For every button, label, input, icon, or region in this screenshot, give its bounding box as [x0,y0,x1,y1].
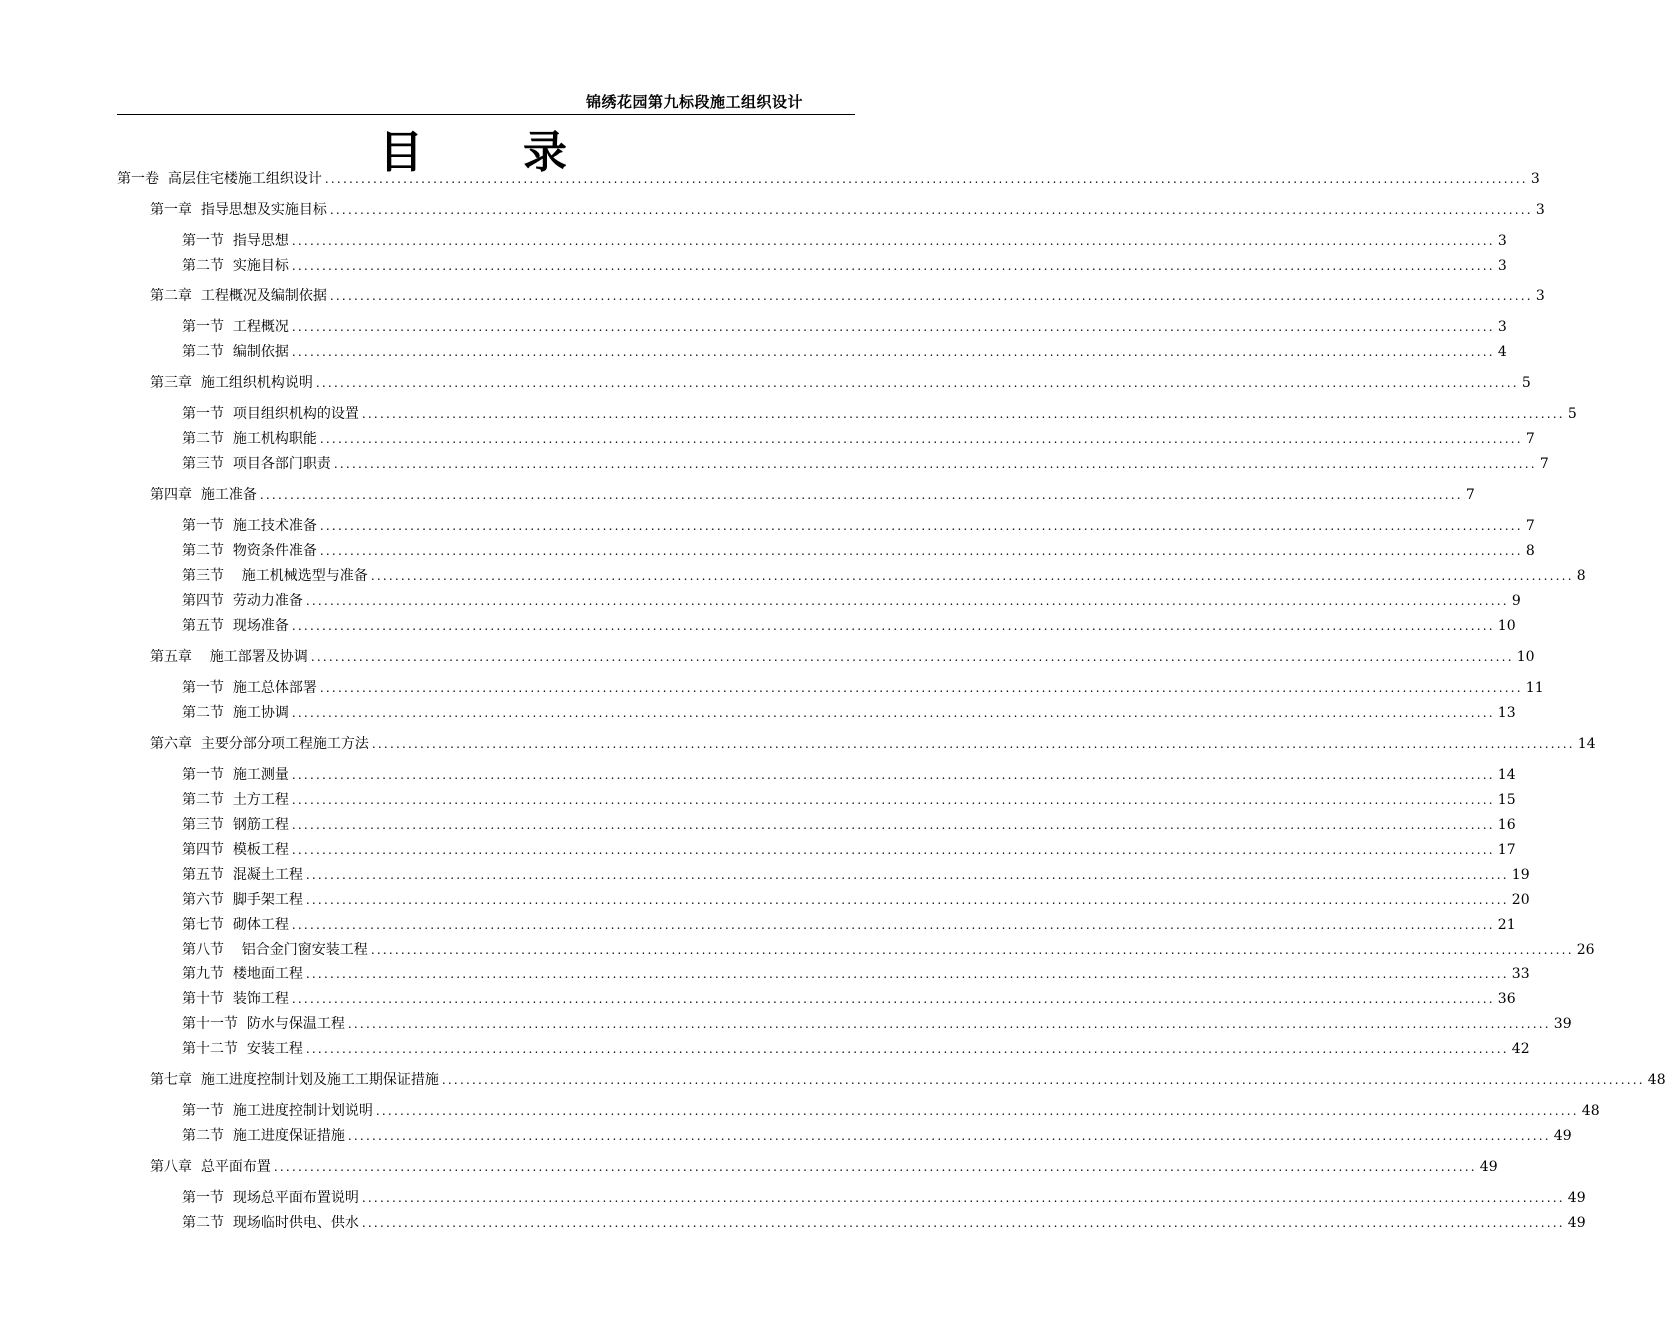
toc-entry-label: 第一节 施工测量 [182,767,289,783]
toc-entry-section[interactable] [182,341,1507,363]
toc-entry-section[interactable] [182,963,1530,985]
toc-entry-label: 第五节 混凝土工程 [182,867,303,883]
toc-leader-dots: ........................................................................................................................................................................................................ [370,569,1574,583]
toc-entry-label: 第二节 实施目标 [182,258,289,274]
toc-entry-label: 第八节 铝合金门窗安装工程 [182,942,368,958]
toc-entry-section[interactable] [182,255,1507,277]
toc-entry-page-number: 15 [1497,792,1516,808]
toc-entry-page-number: 7 [1465,487,1475,503]
toc-entry-section[interactable] [182,540,1535,562]
toc-entry-label: 第一节 项目组织机构的设置 [182,406,359,422]
toc-entry-section[interactable] [182,230,1507,252]
toc-entry-page-number: 3 [1530,171,1540,187]
toc-entry-volume[interactable] [117,168,1540,190]
toc-entry-page-number: 4 [1497,344,1507,360]
toc-entry-label: 第二节 施工进度保证措施 [182,1128,345,1144]
toc-entry-label: 第六章 主要分部分项工程施工方法 [150,736,369,752]
toc-entry-label: 第八章 总平面布置 [150,1159,271,1175]
toc-entry-page-number: 17 [1497,842,1516,858]
toc-entry-label: 第七章 施工进度控制计划及施工工期保证措施 [150,1072,439,1088]
toc-leader-dots: ........................................................................................................................................................................................................ [333,457,1537,471]
toc-entry-page-number: 49 [1479,1159,1498,1175]
toc-entry-label: 第一节 施工技术准备 [182,518,317,534]
toc-entry-section[interactable] [182,889,1530,911]
toc-entry-page-number: 5 [1567,406,1577,422]
toc-leader-dots: ........................................................................................................................................................................................................ [291,706,1495,720]
toc-entry-label: 第二节 施工协调 [182,705,289,721]
toc-leader-dots: ........................................................................................................................................................................................................ [319,519,1523,533]
toc-leader-dots: ........................................................................................................................................................................................................ [305,594,1509,608]
toc-entry-page-number: 7 [1525,431,1535,447]
toc-leader-dots: ........................................................................................................................................................................................................ [441,1073,1645,1087]
toc-leader-dots: ........................................................................................................................................................................................................ [319,432,1523,446]
toc-leader-dots: ........................................................................................................................................................................................................ [273,1160,1477,1174]
toc-entry-label: 第三节 施工机械选型与准备 [182,568,368,584]
toc-leader-dots: ........................................................................................................................................................................................................ [324,172,1528,186]
toc-leader-dots: ........................................................................................................................................................................................................ [291,818,1495,832]
toc-entry-page-number: 26 [1576,942,1595,958]
toc-entry-label: 第四章 施工准备 [150,487,257,503]
toc-entry-section[interactable] [182,814,1516,836]
toc-entry-section[interactable] [182,677,1544,699]
toc-entry-chapter[interactable] [150,646,1535,668]
toc-entry-label: 第一卷 高层住宅楼施工组织设计 [117,171,322,187]
toc-leader-dots: ........................................................................................................................................................................................................ [291,768,1495,782]
toc-leader-dots: ........................................................................................................................................................................................................ [319,544,1523,558]
toc-entry-label: 第十二节 安装工程 [182,1041,303,1057]
toc-entry-label: 第九节 楼地面工程 [182,966,303,982]
toc-entry-section[interactable] [182,590,1521,612]
toc-entry-chapter[interactable] [150,199,1545,221]
toc-entry-chapter[interactable] [150,285,1545,307]
toc-leader-dots: ........................................................................................................................................................................................................ [361,407,1565,421]
toc-leader-dots: ........................................................................................................................................................................................................ [291,345,1495,359]
toc-entry-page-number: 3 [1497,233,1507,249]
page-title-char-2: 录 [523,127,571,178]
toc-entry-page-number: 21 [1497,917,1516,933]
toc-entry-page-number: 3 [1497,258,1507,274]
toc-leader-dots: ........................................................................................................................................................................................................ [291,843,1495,857]
toc-entry-label: 第一节 工程概况 [182,319,289,335]
toc-leader-dots: ........................................................................................................................................................................................................ [305,868,1509,882]
toc-entry-page-number: 42 [1511,1041,1530,1057]
toc-entry-label: 第一节 指导思想 [182,233,289,249]
toc-entry-section[interactable] [182,789,1516,811]
toc-entry-section[interactable] [182,453,1549,475]
toc-entry-page-number: 8 [1525,543,1535,559]
toc-leader-dots: ........................................................................................................................................................................................................ [361,1216,1565,1230]
toc-entry-label: 第一章 指导思想及实施目标 [150,202,327,218]
toc-leader-dots: ........................................................................................................................................................................................................ [370,943,1574,957]
toc-entry-label: 第五章 施工部署及协调 [150,649,308,665]
toc-leader-dots: ........................................................................................................................................................................................................ [329,203,1533,217]
toc-entry-page-number: 7 [1539,456,1549,472]
toc-entry-section[interactable] [182,403,1577,425]
toc-entry-page-number: 20 [1511,892,1530,908]
toc-entry-section[interactable] [182,428,1535,450]
toc-entry-label: 第三章 施工组织机构说明 [150,375,313,391]
toc-entry-label: 第六节 脚手架工程 [182,892,303,908]
toc-entry-label: 第三节 钢筋工程 [182,817,289,833]
toc-leader-dots: ........................................................................................................................................................................................................ [375,1104,1579,1118]
toc-leader-dots: ........................................................................................................................................................................................................ [259,488,1463,502]
toc-entry-page-number: 9 [1511,593,1521,609]
toc-entry-page-number: 49 [1567,1215,1586,1231]
toc-entry-page-number: 48 [1647,1072,1666,1088]
toc-entry-label: 第二节 编制依据 [182,344,289,360]
toc-entry-page-number: 48 [1581,1103,1600,1119]
toc-entry-label: 第十一节 防水与保温工程 [182,1016,345,1032]
toc-entry-label: 第二节 施工机构职能 [182,431,317,447]
toc-leader-dots: ........................................................................................................................................................................................................ [347,1129,1551,1143]
toc-entry-label: 第七节 砌体工程 [182,917,289,933]
toc-entry-chapter[interactable] [150,733,1596,755]
toc-entry-page-number: 11 [1525,680,1544,696]
toc-entry-page-number: 36 [1497,991,1516,1007]
toc-entry-label: 第一节 现场总平面布置说明 [182,1190,359,1206]
toc-entry-page-number: 49 [1553,1128,1572,1144]
toc-entry-label: 第五节 现场准备 [182,618,289,634]
toc-entry-label: 第二节 现场临时供电、供水 [182,1215,359,1231]
toc-leader-dots: ........................................................................................................................................................................................................ [315,376,1519,390]
toc-entry-section[interactable] [182,1212,1586,1234]
toc-entry-section[interactable] [182,565,1586,587]
toc-entry-page-number: 14 [1577,736,1596,752]
toc-entry-section[interactable] [182,1187,1586,1209]
toc-leader-dots: ........................................................................................................................................................................................................ [291,234,1495,248]
toc-leader-dots: ........................................................................................................................................................................................................ [291,793,1495,807]
toc-entry-page-number: 10 [1497,618,1516,634]
toc-entry-page-number: 3 [1535,288,1545,304]
toc-entry-label: 第二节 物资条件准备 [182,543,317,559]
toc-leader-dots: ........................................................................................................................................................................................................ [371,737,1575,751]
toc-entry-chapter[interactable] [150,484,1475,506]
toc-entry-page-number: 8 [1576,568,1586,584]
toc-leader-dots: ........................................................................................................................................................................................................ [305,893,1509,907]
toc-leader-dots: ........................................................................................................................................................................................................ [291,992,1495,1006]
toc-entry-section[interactable] [182,615,1516,637]
toc-entry-label: 第三节 项目各部门职责 [182,456,331,472]
toc-entry-section[interactable] [182,914,1516,936]
toc-entry-page-number: 39 [1553,1016,1572,1032]
toc-entry-page-number: 16 [1497,817,1516,833]
toc-entry-page-number: 13 [1497,705,1516,721]
toc-leader-dots: ........................................................................................................................................................................................................ [347,1017,1551,1031]
toc-leader-dots: ........................................................................................................................................................................................................ [291,259,1495,273]
toc-entry-section[interactable] [182,764,1516,786]
toc-entry-page-number: 10 [1516,649,1535,665]
toc-entry-section[interactable] [182,515,1535,537]
toc-leader-dots: ........................................................................................................................................................................................................ [329,289,1533,303]
toc-leader-dots: ........................................................................................................................................................................................................ [291,918,1495,932]
toc-entry-section[interactable] [182,702,1516,724]
toc-entry-page-number: 3 [1535,202,1545,218]
toc-entry-section[interactable] [182,839,1516,861]
toc-leader-dots: ........................................................................................................................................................................................................ [361,1191,1565,1205]
toc-entry-section[interactable] [182,316,1507,338]
toc-entry-section[interactable] [182,988,1516,1010]
toc-leader-dots: ........................................................................................................................................................................................................ [310,650,1514,664]
toc-entry-label: 第十节 装饰工程 [182,991,289,1007]
toc-leader-dots: ........................................................................................................................................................................................................ [319,681,1523,695]
toc-entry-label: 第四节 模板工程 [182,842,289,858]
toc-entry-section[interactable] [182,1100,1600,1122]
toc-entry-section[interactable] [182,1038,1530,1060]
toc-entry-page-number: 19 [1511,867,1530,883]
toc-entry-page-number: 14 [1497,767,1516,783]
toc-entry-page-number: 49 [1567,1190,1586,1206]
toc-entry-label: 第一节 施工进度控制计划说明 [182,1103,373,1119]
toc-entry-label: 第二章 工程概况及编制依据 [150,288,327,304]
toc-entry-label: 第二节 土方工程 [182,792,289,808]
toc-entry-chapter[interactable] [150,372,1531,394]
toc-entry-label: 第一节 施工总体部署 [182,680,317,696]
toc-leader-dots: ........................................................................................................................................................................................................ [305,1042,1509,1056]
toc-leader-dots: ........................................................................................................................................................................................................ [291,320,1495,334]
toc-entry-chapter[interactable] [150,1156,1498,1178]
toc-entry-section[interactable] [182,939,1595,961]
toc-entry-label: 第四节 劳动力准备 [182,593,303,609]
toc-leader-dots: ........................................................................................................................................................................................................ [305,967,1509,981]
document-title: 锦绣花园第九标段施工组织设计 [585,93,803,111]
toc-entry-section[interactable] [182,1013,1572,1035]
toc-entry-section[interactable] [182,1125,1572,1147]
toc-entry-section[interactable] [182,864,1530,886]
toc-entry-page-number: 33 [1511,966,1530,982]
toc-entry-chapter[interactable] [150,1069,1666,1091]
page-title-char-1: 目 [379,127,427,178]
toc-entry-page-number: 7 [1525,518,1535,534]
toc-leader-dots: ........................................................................................................................................................................................................ [291,619,1495,633]
toc-entry-page-number: 3 [1497,319,1507,335]
toc-entry-page-number: 5 [1521,375,1531,391]
